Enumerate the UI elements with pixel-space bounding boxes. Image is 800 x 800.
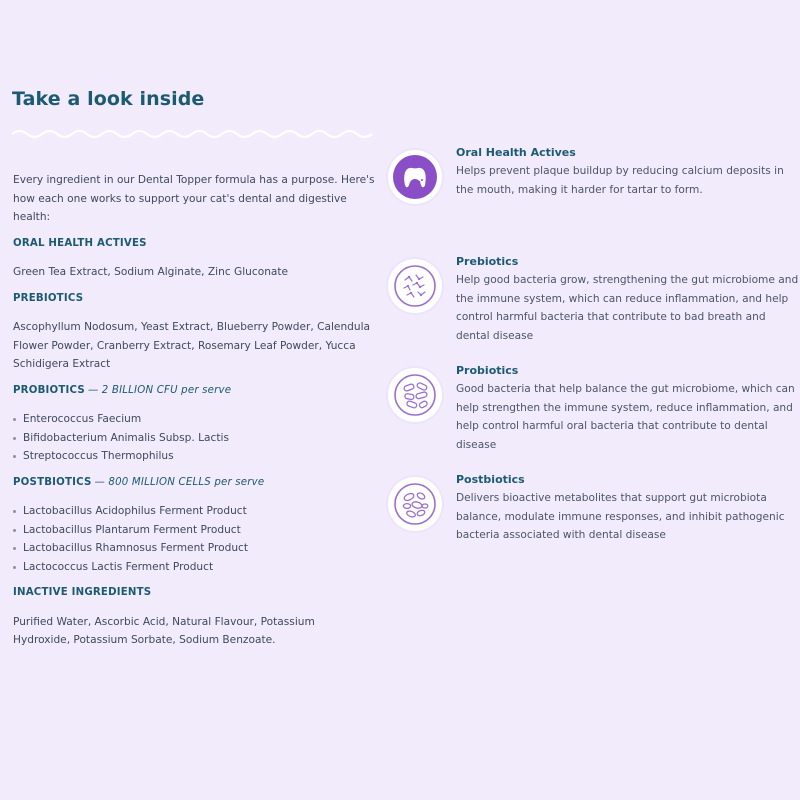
card-text: Helps prevent plaque buildup by reducing calcium deposits in the mouth, making it harder for tartar to form. xyxy=(456,165,784,196)
list-item: Enterococcus Faecium xyxy=(13,410,375,429)
prebiotic-icon xyxy=(388,259,442,313)
inactive-heading: INACTIVE INGREDIENTS xyxy=(13,587,152,598)
benefit-card-probiotics xyxy=(388,364,800,473)
benefit-card-prebiotics xyxy=(388,255,800,364)
card-title: Oral Health Actives xyxy=(456,146,576,159)
card-title: Postbiotics xyxy=(456,473,525,486)
list-item: Lactobacillus Rhamnosus Ferment Product xyxy=(13,539,375,558)
card-text: Good bacteria that help balance the gut microbiome, which can help strengthen the immune system, reduce inflammation, and help control harmful oral bacteria that contribute to dental disease xyxy=(456,383,795,451)
list-item: Streptococcus Thermophilus xyxy=(13,447,375,466)
list-item: Lactococcus Lactis Ferment Product xyxy=(13,558,375,577)
prebiotics-heading: PREBIOTICS xyxy=(13,292,84,304)
card-text: Delivers bioactive metabolites that support gut microbiota balance, modulate immune responses, and inhibit pathogenic bacteria associated with dental disease xyxy=(456,492,785,541)
page-title: Take a look inside xyxy=(12,88,205,110)
oral-health-heading: ORAL HEALTH ACTIVES xyxy=(13,237,147,249)
card-title: Probiotics xyxy=(456,364,519,377)
card-title: Prebiotics xyxy=(456,255,519,268)
probiotics-heading: PROBIOTICS — 2 BILLION CFU per serve xyxy=(13,384,232,396)
list-item: Lactobacillus Acidophilus Ferment Product xyxy=(13,502,375,521)
ingredients-column xyxy=(13,171,375,650)
probiotic-icon xyxy=(388,368,442,422)
benefit-card-oral xyxy=(388,146,800,255)
benefit-card-postbiotics xyxy=(388,473,800,582)
prebiotics-list: Ascophyllum Nodosum, Yeast Extract, Blueberry Powder, Calendula Flower Powder, Cranberry Extract, Rosemary Leaf Powder, Yucca Schidigera Extract xyxy=(13,321,371,370)
list-item: Bifidobacterium Animalis Subsp. Lactis xyxy=(13,429,375,448)
wavy-divider xyxy=(12,128,378,140)
oral-health-list: Green Tea Extract, Sodium Alginate, Zinc Gluconate xyxy=(13,266,289,278)
postbiotics-heading: POSTBIOTICS — 800 MILLION CELLS per serve xyxy=(13,476,265,488)
postbiotics-dose: — 800 MILLION CELLS per serve xyxy=(94,476,265,488)
probiotics-list xyxy=(13,410,375,466)
probiotics-dose: — 2 BILLION CFU per serve xyxy=(87,384,232,396)
benefits-column xyxy=(388,146,800,582)
postbiotics-list xyxy=(13,502,375,576)
postbiotic-icon xyxy=(388,477,442,531)
intro-text: Every ingredient in our Dental Topper formula has a purpose. Here's how each one works to support your cat's dental and digestive health: xyxy=(13,174,375,223)
tooth-icon xyxy=(388,150,442,204)
list-item: Lactobacillus Plantarum Ferment Product xyxy=(13,521,375,540)
card-text: Help good bacteria grow, strengthening the gut microbiome and the immune system, which can reduce inflammation, and help control harmful bacteria that contribute to bad breath and dental disease xyxy=(456,274,799,342)
inactive-list: Purified Water, Ascorbic Acid, Natural Flavour, Potassium Hydroxide, Potassium Sorbate, Sodium Benzoate. xyxy=(13,615,315,646)
